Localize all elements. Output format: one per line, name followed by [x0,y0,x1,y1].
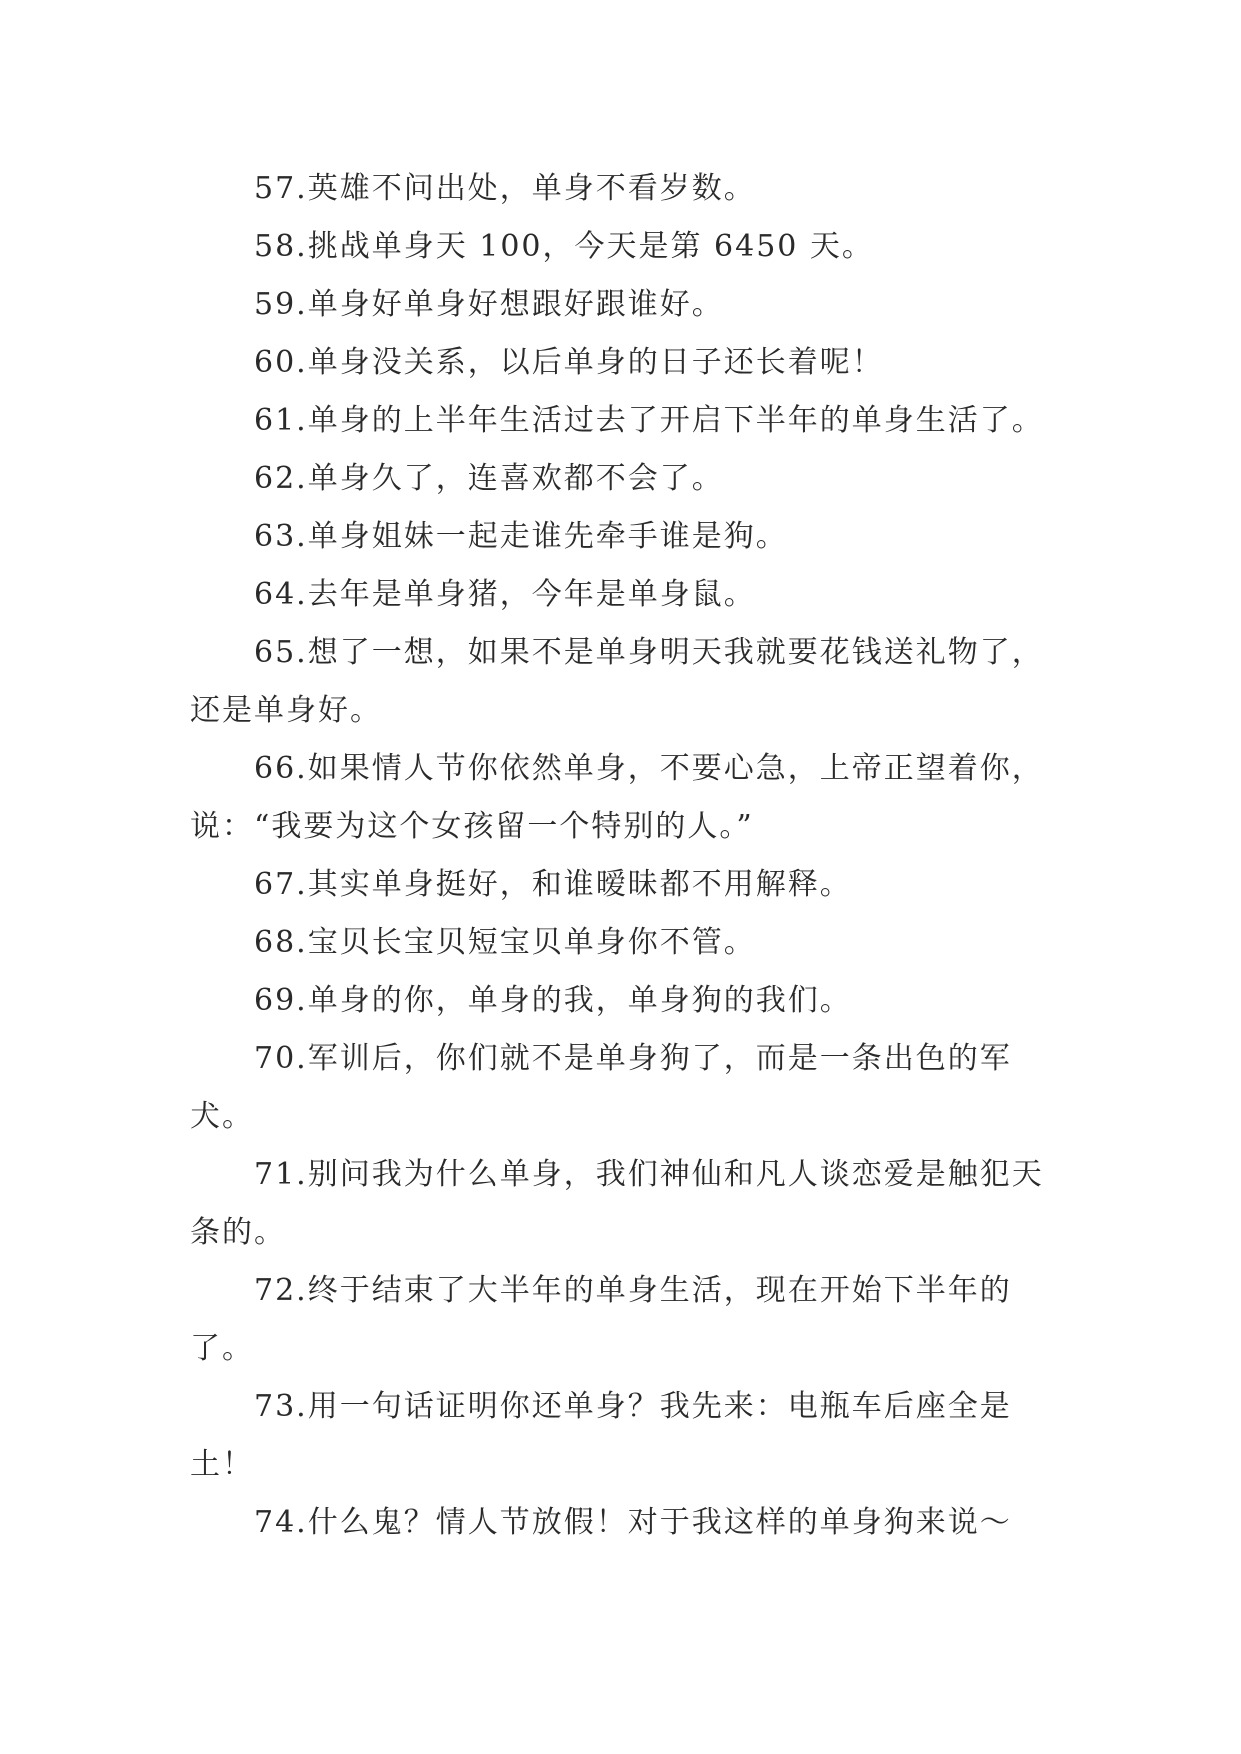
paragraph-58: 58.挑战单身天 100，今天是第 6450 天。 [254,229,874,264]
paragraph-73: 73.用一句话证明你还单身？我先来：电瓶车后座全是土！ [190,1389,1012,1482]
paragraph-64: 64.去年是单身猪，今年是单身鼠。 [254,577,756,612]
paragraph-69: 69.单身的你，单身的我，单身狗的我们。 [254,983,852,1018]
paragraph-72: 72.终于结束了大半年的单身生活，现在开始下半年的了。 [190,1273,1012,1366]
paragraph-61: 61.单身的上半年生活过去了开启下半年的单身生活了。 [254,403,1044,438]
paragraph-74: 74.什么鬼？情人节放假！对于我这样的单身狗来说～ [254,1505,1012,1540]
paragraph-57: 57.英雄不问出处，单身不看岁数。 [254,171,756,206]
paragraph-62: 62.单身久了，连喜欢都不会了。 [254,461,724,496]
paragraph-66: 66.如果情人节你依然单身，不要心急，上帝正望着你，说：“我要为这个女孩留一个特别的人。” [190,751,1044,844]
paragraph-63: 63.单身姐妹一起走谁先牵手谁是狗。 [254,519,788,554]
paragraph-65: 65.想了一想，如果不是单身明天我就要花钱送礼物了，还是单身好。 [190,635,1044,728]
paragraph-67: 67.其实单身挺好，和谁暧昧都不用解释。 [254,867,852,902]
document-body [190,160,1050,1552]
paragraph-59: 59.单身好单身好想跟好跟谁好。 [254,287,724,322]
paragraph-70: 70.军训后，你们就不是单身狗了，而是一条出色的军犬。 [190,1041,1012,1134]
paragraph-71: 71.别问我为什么单身，我们神仙和凡人谈恋爱是触犯天条的。 [190,1157,1044,1250]
paragraph-60: 60.单身没关系，以后单身的日子还长着呢！ [254,345,884,380]
paragraph-68: 68.宝贝长宝贝短宝贝单身你不管。 [254,925,756,960]
